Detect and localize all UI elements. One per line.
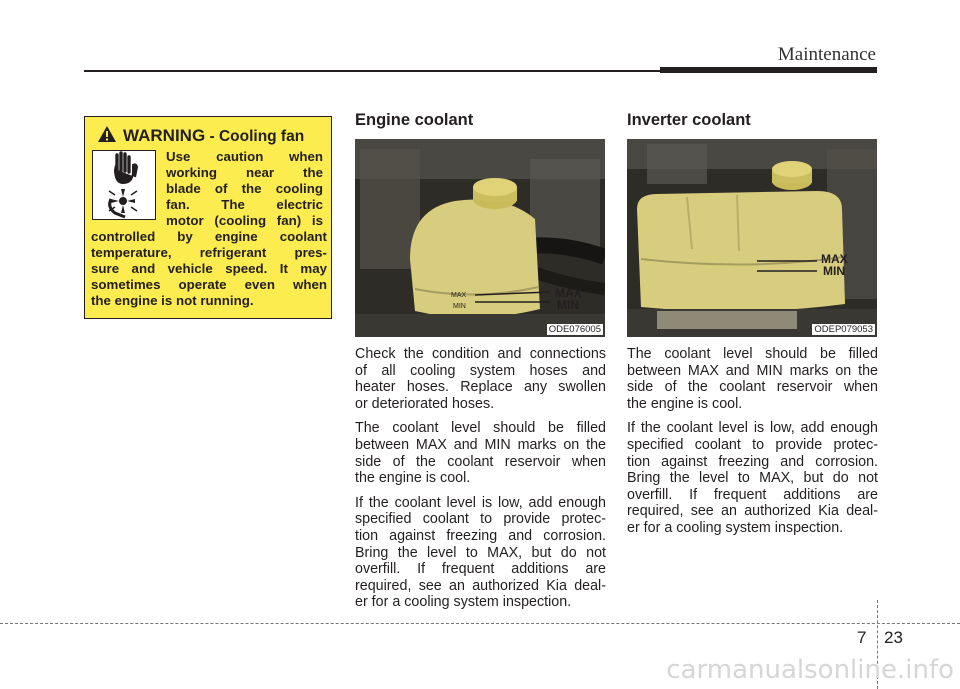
- engine-min-label: MIN: [557, 298, 579, 312]
- engine-min-small: MIN: [453, 303, 466, 310]
- text-line: The coolant level should be filled: [355, 420, 606, 437]
- text-line: the engine is cool.: [355, 470, 471, 487]
- warning-line: working near the: [166, 165, 323, 180]
- engine-body: [355, 346, 606, 619]
- text-line: tion against freezing and corrosion.: [355, 527, 606, 544]
- inverter-paragraph: [627, 346, 878, 412]
- text-line: between MAX and MIN marks on the: [355, 436, 606, 453]
- text-line: side of the coolant reservoir when: [355, 453, 606, 470]
- inverter-max-label: MAX: [821, 252, 848, 266]
- warning-line: blade of the cooling: [166, 181, 323, 196]
- engine-coolant-photo: [355, 139, 605, 337]
- warning-line: fan. The electric: [166, 197, 323, 212]
- warning-box: [84, 116, 332, 319]
- section-title: Maintenance: [777, 44, 876, 65]
- text-line: overfill. If frequent additions are: [355, 561, 606, 578]
- engine-max-small: MAX: [451, 292, 467, 299]
- warning-triangle-icon: [97, 125, 117, 143]
- warning-line: motor (cooling fan) is: [166, 213, 323, 228]
- warning-subject: - Cooling fan: [205, 128, 305, 145]
- warning-text-full: [91, 229, 327, 309]
- inverter-paragraph: [627, 420, 878, 536]
- warning-text-indented: [166, 149, 323, 229]
- watermark: carmanualsonline.info: [666, 655, 954, 685]
- text-line: Check the condition and connections: [355, 346, 606, 362]
- fan-hazard-icon: [92, 150, 156, 220]
- text-line: The coolant level should be filled: [627, 346, 878, 362]
- header-rule-accent: [660, 67, 877, 73]
- text-line: Bring the level to MAX, but do not: [627, 470, 878, 487]
- engine-paragraph: [355, 346, 606, 412]
- text-line: er for a cooling system inspection.: [627, 519, 844, 536]
- engine-image-code: ODE076005: [548, 324, 601, 335]
- text-line: between MAX and MIN marks on the: [627, 362, 878, 379]
- text-line: specified coolant to provide protec-: [627, 436, 878, 453]
- inverter-coolant-heading: Inverter coolant: [627, 111, 751, 129]
- text-line: overfill. If frequent additions are: [627, 486, 878, 503]
- page-number: 23: [884, 628, 903, 647]
- footer-rule: [0, 623, 960, 624]
- engine-coolant-heading: Engine coolant: [355, 111, 474, 129]
- header-rule: [84, 70, 660, 72]
- text-line: required, see an authorized Kia deal-: [627, 503, 878, 520]
- warning-line: the engine is not running.: [91, 293, 254, 308]
- text-line: specified coolant to provide protec-: [355, 511, 606, 528]
- warning-line: Use caution when: [166, 149, 323, 164]
- engine-paragraph: [355, 420, 606, 486]
- warning-line: sure and vehicle speed. It may: [91, 261, 327, 276]
- text-line: er for a cooling system inspection.: [355, 594, 572, 611]
- warning-line: controlled by engine coolant: [91, 229, 327, 244]
- inverter-coolant-photo: [627, 139, 877, 337]
- text-line: tion against freezing and corrosion.: [627, 453, 878, 470]
- text-line: required, see an authorized Kia deal-: [355, 577, 606, 594]
- text-line: the engine is cool.: [627, 395, 743, 412]
- text-line: If the coolant level is low, add enough: [627, 420, 878, 437]
- text-line: If the coolant level is low, add enough: [355, 494, 606, 511]
- inverter-min-label: MIN: [823, 264, 845, 278]
- engine-max-label: MAX: [555, 286, 582, 300]
- text-line: or deteriorated hoses.: [355, 395, 495, 412]
- text-line: heater hoses. Replace any swollen: [355, 379, 606, 396]
- warning-line: temperature, refrigerant pres-: [91, 245, 327, 260]
- warning-word: WARNING: [123, 126, 206, 145]
- warning-title: [97, 125, 327, 146]
- engine-paragraph: [355, 495, 606, 611]
- text-line: Bring the level to MAX, but do not: [355, 544, 606, 561]
- text-line: side of the coolant reservoir when: [627, 379, 878, 396]
- warning-line: sometimes operate even when: [91, 277, 327, 292]
- chapter-number: 7: [857, 628, 867, 647]
- inverter-image-code: ODEP079053: [814, 324, 873, 335]
- inverter-body: [627, 346, 878, 545]
- text-line: of all cooling system hoses and: [355, 362, 606, 379]
